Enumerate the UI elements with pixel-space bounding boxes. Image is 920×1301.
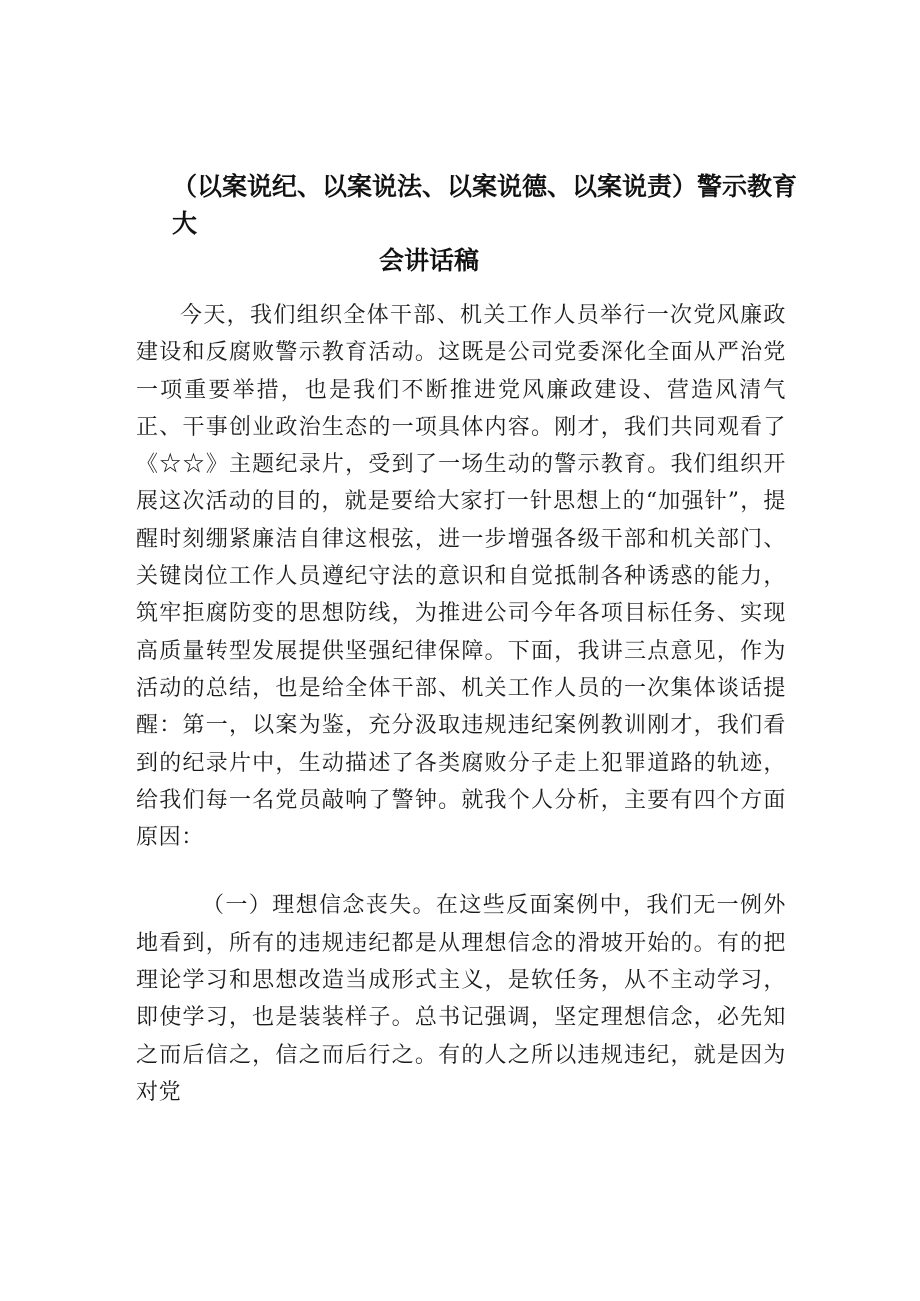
document-title [172,168,812,279]
paragraph-section-1: （一）理想信念丧失。在这些反面案例中，我们无一例外地看到，所有的违规违纪都是从理想信念的滑坡开始的。有的把理论学习和思想改造当成形式主义，是软任务，从不主动学习，即使学习，也是装装样子。总书记强调，坚定理想信念，必先知之而后信之，信之而后行之。有的人之所以违规违纪，就是因为对党 [136,893,786,1105]
title-line-1: （以案说纪、以案说法、以案说德、以案说责）警示教育大 [172,172,798,238]
paragraph-intro: 今天，我们组织全体干部、机关工作人员举行一次党风廉政建设和反腐败警示教育活动。这既是公司党委深化全面从严治党一项重要举措，也是我们不断推进党风廉政建设、营造风清气正、干事创业政治生态的一项具体内容。刚才，我们共同观看了《☆☆》主题纪录片，受到了一场生动的警示教育。我们组织开展这次活动的目的，就是要给大家打一针思想上的“加强针”，提醒时刻绷紧廉洁自律这根弦，进一步增强各级干部和机关部门、关键岗位工作人员遵纪守法的意识和自觉抵制各种诱惑的能力，筑牢拒腐防变的思想防线，为推进公司今年各项目标任务、实现高质量转型发展提供坚强纪律保障。下面，我讲三点意见，作为活动的总结，也是给全体干部、机关工作人员的一次集体谈话提醒：第一，以案为鉴，充分汲取违规违纪案例教训刚才，我们看到的纪录片中，生动描述了各类腐败分子走上犯罪道路的轨迹，给我们每一名党员敲响了警钟。就我个人分析，主要有四个方面原因： [136,303,786,851]
document-body [136,297,786,1111]
title-line-2: 会讲话稿 [379,246,480,275]
